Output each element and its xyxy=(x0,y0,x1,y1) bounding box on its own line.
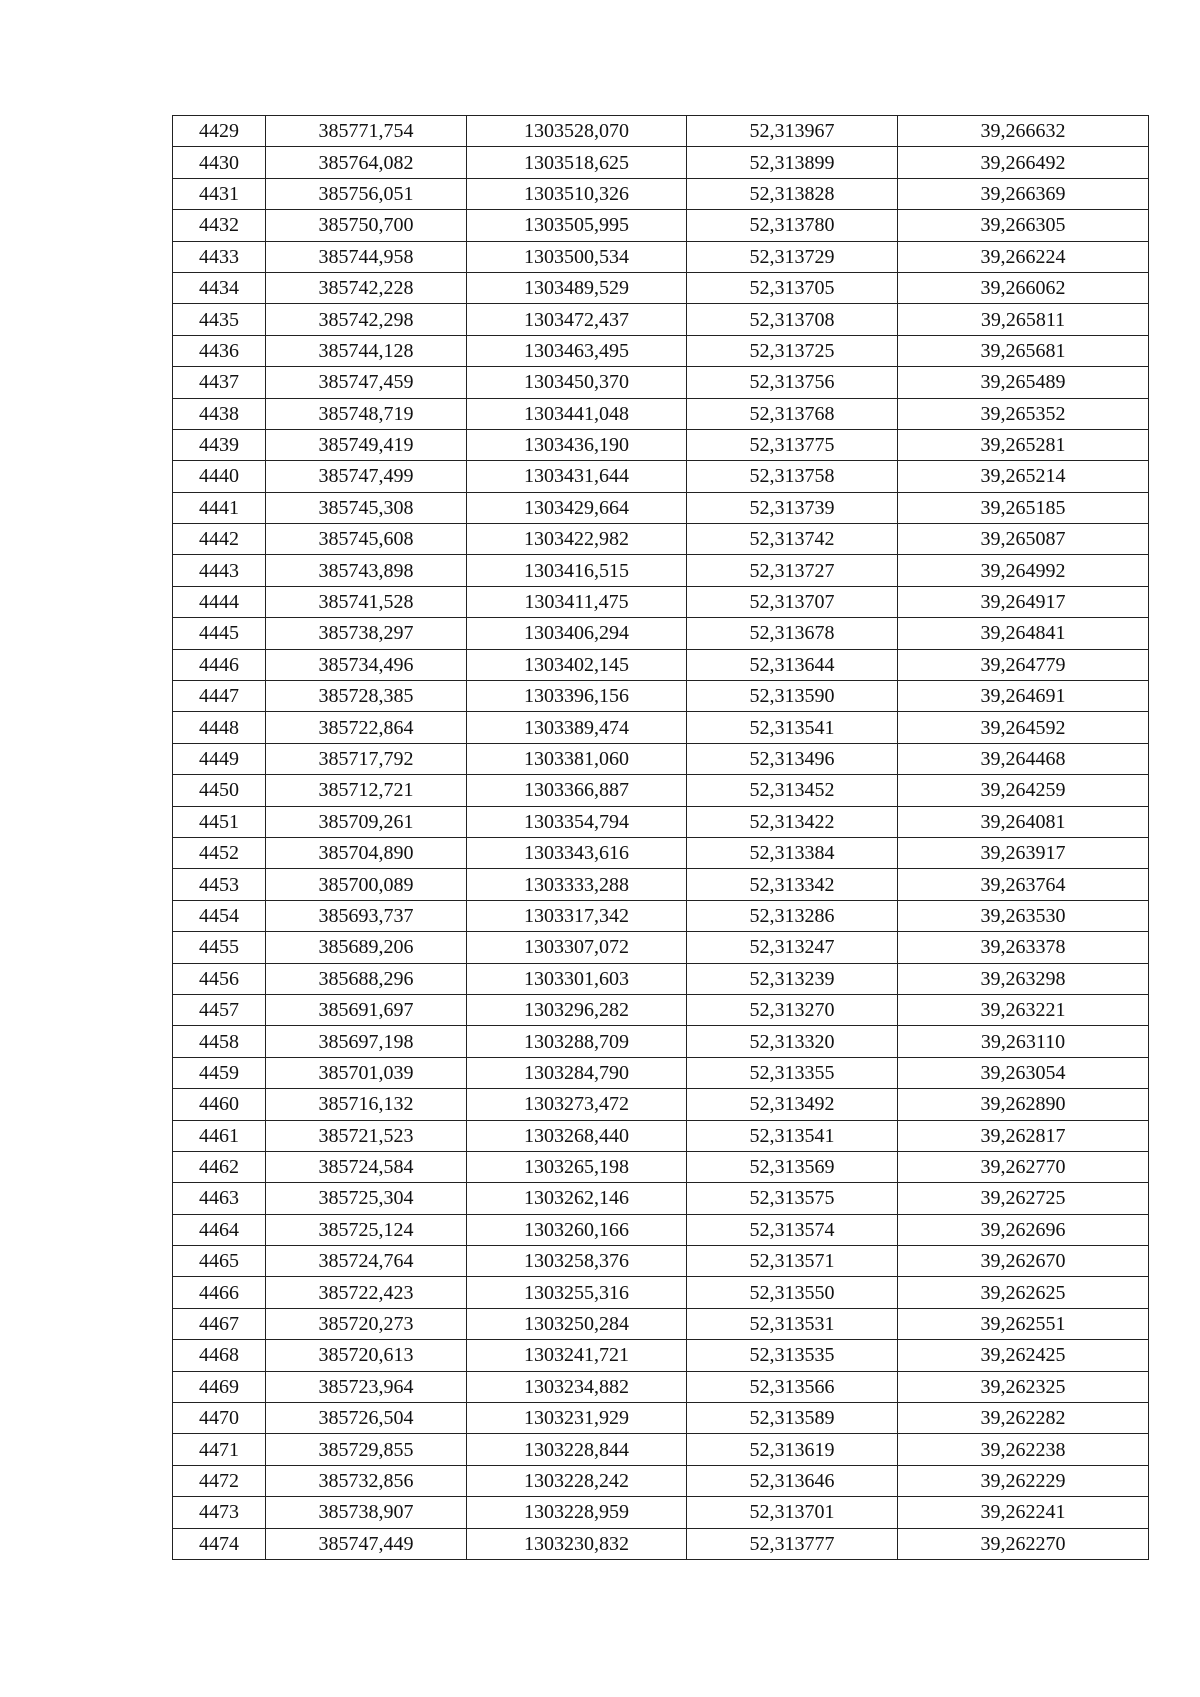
x-coordinate-cell: 385742,298 xyxy=(266,304,467,335)
y-coordinate-cell: 1303441,048 xyxy=(467,398,687,429)
longitude-cell: 39,263221 xyxy=(898,994,1149,1025)
x-coordinate-cell: 385720,273 xyxy=(266,1308,467,1339)
table-row xyxy=(173,1214,1149,1245)
point-number-cell: 4432 xyxy=(173,210,266,241)
point-number-cell: 4430 xyxy=(173,147,266,178)
x-coordinate-cell: 385701,039 xyxy=(266,1057,467,1088)
point-number-cell: 4458 xyxy=(173,1026,266,1057)
longitude-cell: 39,265352 xyxy=(898,398,1149,429)
y-coordinate-cell: 1303301,603 xyxy=(467,963,687,994)
y-coordinate-cell: 1303228,844 xyxy=(467,1434,687,1465)
y-coordinate-cell: 1303396,156 xyxy=(467,681,687,712)
x-coordinate-cell: 385717,792 xyxy=(266,743,467,774)
y-coordinate-cell: 1303500,534 xyxy=(467,241,687,272)
x-coordinate-cell: 385704,890 xyxy=(266,837,467,868)
y-coordinate-cell: 1303528,070 xyxy=(467,116,687,147)
longitude-cell: 39,264592 xyxy=(898,712,1149,743)
latitude-cell: 52,313729 xyxy=(687,241,898,272)
longitude-cell: 39,264917 xyxy=(898,586,1149,617)
table-row xyxy=(173,900,1149,931)
latitude-cell: 52,313742 xyxy=(687,524,898,555)
y-coordinate-cell: 1303402,145 xyxy=(467,649,687,680)
table-row xyxy=(173,932,1149,963)
y-coordinate-cell: 1303333,288 xyxy=(467,869,687,900)
point-number-cell: 4429 xyxy=(173,116,266,147)
table-row xyxy=(173,492,1149,523)
longitude-cell: 39,262238 xyxy=(898,1434,1149,1465)
table-row xyxy=(173,241,1149,272)
longitude-cell: 39,262325 xyxy=(898,1371,1149,1402)
point-number-cell: 4455 xyxy=(173,932,266,963)
y-coordinate-cell: 1303472,437 xyxy=(467,304,687,335)
latitude-cell: 52,313619 xyxy=(687,1434,898,1465)
point-number-cell: 4474 xyxy=(173,1528,266,1559)
y-coordinate-cell: 1303258,376 xyxy=(467,1246,687,1277)
table-row xyxy=(173,1434,1149,1465)
point-number-cell: 4470 xyxy=(173,1403,266,1434)
x-coordinate-cell: 385729,855 xyxy=(266,1434,467,1465)
y-coordinate-cell: 1303411,475 xyxy=(467,586,687,617)
x-coordinate-cell: 385738,297 xyxy=(266,618,467,649)
latitude-cell: 52,313239 xyxy=(687,963,898,994)
x-coordinate-cell: 385741,528 xyxy=(266,586,467,617)
longitude-cell: 39,262270 xyxy=(898,1528,1149,1559)
table-row xyxy=(173,681,1149,712)
table-row xyxy=(173,272,1149,303)
point-number-cell: 4433 xyxy=(173,241,266,272)
table-row xyxy=(173,649,1149,680)
x-coordinate-cell: 385747,459 xyxy=(266,367,467,398)
table-row xyxy=(173,1057,1149,1088)
table-row xyxy=(173,429,1149,460)
longitude-cell: 39,262725 xyxy=(898,1183,1149,1214)
point-number-cell: 4436 xyxy=(173,335,266,366)
latitude-cell: 52,313384 xyxy=(687,837,898,868)
longitude-cell: 39,263378 xyxy=(898,932,1149,963)
x-coordinate-cell: 385750,700 xyxy=(266,210,467,241)
y-coordinate-cell: 1303268,440 xyxy=(467,1120,687,1151)
latitude-cell: 52,313701 xyxy=(687,1497,898,1528)
x-coordinate-cell: 385744,128 xyxy=(266,335,467,366)
x-coordinate-cell: 385700,089 xyxy=(266,869,467,900)
longitude-cell: 39,262241 xyxy=(898,1497,1149,1528)
x-coordinate-cell: 385688,296 xyxy=(266,963,467,994)
table-row xyxy=(173,1371,1149,1402)
x-coordinate-cell: 385721,523 xyxy=(266,1120,467,1151)
longitude-cell: 39,266492 xyxy=(898,147,1149,178)
longitude-cell: 39,264691 xyxy=(898,681,1149,712)
longitude-cell: 39,265281 xyxy=(898,429,1149,460)
table-row xyxy=(173,712,1149,743)
x-coordinate-cell: 385764,082 xyxy=(266,147,467,178)
point-number-cell: 4468 xyxy=(173,1340,266,1371)
longitude-cell: 39,264468 xyxy=(898,743,1149,774)
latitude-cell: 52,313777 xyxy=(687,1528,898,1559)
point-number-cell: 4453 xyxy=(173,869,266,900)
table-row xyxy=(173,1277,1149,1308)
table-row xyxy=(173,743,1149,774)
table-row xyxy=(173,210,1149,241)
point-number-cell: 4440 xyxy=(173,461,266,492)
y-coordinate-cell: 1303416,515 xyxy=(467,555,687,586)
longitude-cell: 39,262425 xyxy=(898,1340,1149,1371)
table-row xyxy=(173,1151,1149,1182)
longitude-cell: 39,262670 xyxy=(898,1246,1149,1277)
y-coordinate-cell: 1303228,959 xyxy=(467,1497,687,1528)
table-row xyxy=(173,1026,1149,1057)
y-coordinate-cell: 1303265,198 xyxy=(467,1151,687,1182)
y-coordinate-cell: 1303241,721 xyxy=(467,1340,687,1371)
table-row xyxy=(173,178,1149,209)
y-coordinate-cell: 1303230,832 xyxy=(467,1528,687,1559)
table-row xyxy=(173,304,1149,335)
y-coordinate-cell: 1303260,166 xyxy=(467,1214,687,1245)
table-row xyxy=(173,1120,1149,1151)
longitude-cell: 39,263298 xyxy=(898,963,1149,994)
longitude-cell: 39,266632 xyxy=(898,116,1149,147)
longitude-cell: 39,265087 xyxy=(898,524,1149,555)
point-number-cell: 4450 xyxy=(173,775,266,806)
longitude-cell: 39,264259 xyxy=(898,775,1149,806)
longitude-cell: 39,265681 xyxy=(898,335,1149,366)
y-coordinate-cell: 1303518,625 xyxy=(467,147,687,178)
point-number-cell: 4438 xyxy=(173,398,266,429)
table-row xyxy=(173,963,1149,994)
longitude-cell: 39,263530 xyxy=(898,900,1149,931)
latitude-cell: 52,313492 xyxy=(687,1089,898,1120)
table-row xyxy=(173,869,1149,900)
table-row xyxy=(173,1308,1149,1339)
latitude-cell: 52,313705 xyxy=(687,272,898,303)
x-coordinate-cell: 385732,856 xyxy=(266,1465,467,1496)
point-number-cell: 4448 xyxy=(173,712,266,743)
latitude-cell: 52,313646 xyxy=(687,1465,898,1496)
table-row xyxy=(173,1340,1149,1371)
longitude-cell: 39,266224 xyxy=(898,241,1149,272)
latitude-cell: 52,313725 xyxy=(687,335,898,366)
longitude-cell: 39,264779 xyxy=(898,649,1149,680)
point-number-cell: 4431 xyxy=(173,178,266,209)
y-coordinate-cell: 1303429,664 xyxy=(467,492,687,523)
y-coordinate-cell: 1303431,644 xyxy=(467,461,687,492)
latitude-cell: 52,313496 xyxy=(687,743,898,774)
point-number-cell: 4471 xyxy=(173,1434,266,1465)
x-coordinate-cell: 385725,124 xyxy=(266,1214,467,1245)
x-coordinate-cell: 385756,051 xyxy=(266,178,467,209)
table-row xyxy=(173,398,1149,429)
latitude-cell: 52,313899 xyxy=(687,147,898,178)
x-coordinate-cell: 385722,864 xyxy=(266,712,467,743)
latitude-cell: 52,313355 xyxy=(687,1057,898,1088)
longitude-cell: 39,262770 xyxy=(898,1151,1149,1182)
coordinates-table-body xyxy=(173,116,1149,1560)
longitude-cell: 39,265489 xyxy=(898,367,1149,398)
longitude-cell: 39,262551 xyxy=(898,1308,1149,1339)
y-coordinate-cell: 1303450,370 xyxy=(467,367,687,398)
point-number-cell: 4467 xyxy=(173,1308,266,1339)
coordinates-table xyxy=(172,115,1149,1560)
latitude-cell: 52,313967 xyxy=(687,116,898,147)
y-coordinate-cell: 1303406,294 xyxy=(467,618,687,649)
longitude-cell: 39,263917 xyxy=(898,837,1149,868)
y-coordinate-cell: 1303505,995 xyxy=(467,210,687,241)
point-number-cell: 4441 xyxy=(173,492,266,523)
latitude-cell: 52,313286 xyxy=(687,900,898,931)
latitude-cell: 52,313727 xyxy=(687,555,898,586)
latitude-cell: 52,313247 xyxy=(687,932,898,963)
table-row xyxy=(173,837,1149,868)
point-number-cell: 4472 xyxy=(173,1465,266,1496)
point-number-cell: 4473 xyxy=(173,1497,266,1528)
x-coordinate-cell: 385709,261 xyxy=(266,806,467,837)
x-coordinate-cell: 385724,764 xyxy=(266,1246,467,1277)
y-coordinate-cell: 1303463,495 xyxy=(467,335,687,366)
x-coordinate-cell: 385720,613 xyxy=(266,1340,467,1371)
y-coordinate-cell: 1303343,616 xyxy=(467,837,687,868)
point-number-cell: 4451 xyxy=(173,806,266,837)
point-number-cell: 4446 xyxy=(173,649,266,680)
point-number-cell: 4469 xyxy=(173,1371,266,1402)
x-coordinate-cell: 385728,385 xyxy=(266,681,467,712)
table-row xyxy=(173,524,1149,555)
x-coordinate-cell: 385745,308 xyxy=(266,492,467,523)
longitude-cell: 39,263054 xyxy=(898,1057,1149,1088)
latitude-cell: 52,313541 xyxy=(687,1120,898,1151)
table-row xyxy=(173,116,1149,147)
latitude-cell: 52,313756 xyxy=(687,367,898,398)
latitude-cell: 52,313739 xyxy=(687,492,898,523)
x-coordinate-cell: 385738,907 xyxy=(266,1497,467,1528)
point-number-cell: 4435 xyxy=(173,304,266,335)
longitude-cell: 39,262696 xyxy=(898,1214,1149,1245)
x-coordinate-cell: 385722,423 xyxy=(266,1277,467,1308)
y-coordinate-cell: 1303307,072 xyxy=(467,932,687,963)
x-coordinate-cell: 385745,608 xyxy=(266,524,467,555)
latitude-cell: 52,313589 xyxy=(687,1403,898,1434)
longitude-cell: 39,262890 xyxy=(898,1089,1149,1120)
longitude-cell: 39,265214 xyxy=(898,461,1149,492)
latitude-cell: 52,313566 xyxy=(687,1371,898,1402)
x-coordinate-cell: 385742,228 xyxy=(266,272,467,303)
point-number-cell: 4456 xyxy=(173,963,266,994)
point-number-cell: 4452 xyxy=(173,837,266,868)
table-row xyxy=(173,1089,1149,1120)
y-coordinate-cell: 1303436,190 xyxy=(467,429,687,460)
latitude-cell: 52,313531 xyxy=(687,1308,898,1339)
y-coordinate-cell: 1303250,284 xyxy=(467,1308,687,1339)
point-number-cell: 4460 xyxy=(173,1089,266,1120)
point-number-cell: 4442 xyxy=(173,524,266,555)
y-coordinate-cell: 1303262,146 xyxy=(467,1183,687,1214)
longitude-cell: 39,262282 xyxy=(898,1403,1149,1434)
x-coordinate-cell: 385691,697 xyxy=(266,994,467,1025)
longitude-cell: 39,264081 xyxy=(898,806,1149,837)
table-row xyxy=(173,367,1149,398)
y-coordinate-cell: 1303389,474 xyxy=(467,712,687,743)
x-coordinate-cell: 385725,304 xyxy=(266,1183,467,1214)
point-number-cell: 4444 xyxy=(173,586,266,617)
latitude-cell: 52,313452 xyxy=(687,775,898,806)
x-coordinate-cell: 385749,419 xyxy=(266,429,467,460)
y-coordinate-cell: 1303510,326 xyxy=(467,178,687,209)
longitude-cell: 39,262625 xyxy=(898,1277,1149,1308)
y-coordinate-cell: 1303284,790 xyxy=(467,1057,687,1088)
latitude-cell: 52,313644 xyxy=(687,649,898,680)
table-row xyxy=(173,461,1149,492)
point-number-cell: 4457 xyxy=(173,994,266,1025)
latitude-cell: 52,313422 xyxy=(687,806,898,837)
latitude-cell: 52,313828 xyxy=(687,178,898,209)
y-coordinate-cell: 1303288,709 xyxy=(467,1026,687,1057)
x-coordinate-cell: 385697,198 xyxy=(266,1026,467,1057)
table-row xyxy=(173,147,1149,178)
y-coordinate-cell: 1303255,316 xyxy=(467,1277,687,1308)
latitude-cell: 52,313758 xyxy=(687,461,898,492)
longitude-cell: 39,264992 xyxy=(898,555,1149,586)
point-number-cell: 4454 xyxy=(173,900,266,931)
point-number-cell: 4465 xyxy=(173,1246,266,1277)
x-coordinate-cell: 385689,206 xyxy=(266,932,467,963)
y-coordinate-cell: 1303273,472 xyxy=(467,1089,687,1120)
table-row xyxy=(173,1183,1149,1214)
table-row xyxy=(173,1246,1149,1277)
latitude-cell: 52,313270 xyxy=(687,994,898,1025)
x-coordinate-cell: 385748,719 xyxy=(266,398,467,429)
table-row xyxy=(173,555,1149,586)
longitude-cell: 39,266369 xyxy=(898,178,1149,209)
y-coordinate-cell: 1303234,882 xyxy=(467,1371,687,1402)
x-coordinate-cell: 385723,964 xyxy=(266,1371,467,1402)
latitude-cell: 52,313569 xyxy=(687,1151,898,1182)
longitude-cell: 39,263764 xyxy=(898,869,1149,900)
point-number-cell: 4447 xyxy=(173,681,266,712)
latitude-cell: 52,313535 xyxy=(687,1340,898,1371)
longitude-cell: 39,266305 xyxy=(898,210,1149,241)
longitude-cell: 39,265811 xyxy=(898,304,1149,335)
y-coordinate-cell: 1303231,929 xyxy=(467,1403,687,1434)
point-number-cell: 4437 xyxy=(173,367,266,398)
x-coordinate-cell: 385744,958 xyxy=(266,241,467,272)
x-coordinate-cell: 385743,898 xyxy=(266,555,467,586)
point-number-cell: 4459 xyxy=(173,1057,266,1088)
point-number-cell: 4443 xyxy=(173,555,266,586)
longitude-cell: 39,262817 xyxy=(898,1120,1149,1151)
point-number-cell: 4439 xyxy=(173,429,266,460)
point-number-cell: 4462 xyxy=(173,1151,266,1182)
table-row xyxy=(173,1528,1149,1559)
x-coordinate-cell: 385726,504 xyxy=(266,1403,467,1434)
y-coordinate-cell: 1303489,529 xyxy=(467,272,687,303)
latitude-cell: 52,313768 xyxy=(687,398,898,429)
y-coordinate-cell: 1303317,342 xyxy=(467,900,687,931)
y-coordinate-cell: 1303296,282 xyxy=(467,994,687,1025)
table-row xyxy=(173,335,1149,366)
y-coordinate-cell: 1303422,982 xyxy=(467,524,687,555)
latitude-cell: 52,313342 xyxy=(687,869,898,900)
latitude-cell: 52,313780 xyxy=(687,210,898,241)
longitude-cell: 39,265185 xyxy=(898,492,1149,523)
x-coordinate-cell: 385747,499 xyxy=(266,461,467,492)
point-number-cell: 4463 xyxy=(173,1183,266,1214)
table-row xyxy=(173,1497,1149,1528)
point-number-cell: 4461 xyxy=(173,1120,266,1151)
table-row xyxy=(173,775,1149,806)
latitude-cell: 52,313320 xyxy=(687,1026,898,1057)
point-number-cell: 4449 xyxy=(173,743,266,774)
longitude-cell: 39,266062 xyxy=(898,272,1149,303)
latitude-cell: 52,313708 xyxy=(687,304,898,335)
point-number-cell: 4445 xyxy=(173,618,266,649)
latitude-cell: 52,313541 xyxy=(687,712,898,743)
x-coordinate-cell: 385724,584 xyxy=(266,1151,467,1182)
y-coordinate-cell: 1303381,060 xyxy=(467,743,687,774)
latitude-cell: 52,313574 xyxy=(687,1214,898,1245)
latitude-cell: 52,313575 xyxy=(687,1183,898,1214)
table-row xyxy=(173,586,1149,617)
table-row xyxy=(173,618,1149,649)
table-row xyxy=(173,1403,1149,1434)
latitude-cell: 52,313707 xyxy=(687,586,898,617)
latitude-cell: 52,313571 xyxy=(687,1246,898,1277)
x-coordinate-cell: 385771,754 xyxy=(266,116,467,147)
longitude-cell: 39,262229 xyxy=(898,1465,1149,1496)
x-coordinate-cell: 385734,496 xyxy=(266,649,467,680)
x-coordinate-cell: 385747,449 xyxy=(266,1528,467,1559)
table-row xyxy=(173,994,1149,1025)
longitude-cell: 39,264841 xyxy=(898,618,1149,649)
point-number-cell: 4434 xyxy=(173,272,266,303)
x-coordinate-cell: 385693,737 xyxy=(266,900,467,931)
table-row xyxy=(173,1465,1149,1496)
latitude-cell: 52,313775 xyxy=(687,429,898,460)
y-coordinate-cell: 1303228,242 xyxy=(467,1465,687,1496)
x-coordinate-cell: 385712,721 xyxy=(266,775,467,806)
point-number-cell: 4466 xyxy=(173,1277,266,1308)
latitude-cell: 52,313550 xyxy=(687,1277,898,1308)
latitude-cell: 52,313590 xyxy=(687,681,898,712)
latitude-cell: 52,313678 xyxy=(687,618,898,649)
y-coordinate-cell: 1303366,887 xyxy=(467,775,687,806)
y-coordinate-cell: 1303354,794 xyxy=(467,806,687,837)
x-coordinate-cell: 385716,132 xyxy=(266,1089,467,1120)
point-number-cell: 4464 xyxy=(173,1214,266,1245)
table-row xyxy=(173,806,1149,837)
longitude-cell: 39,263110 xyxy=(898,1026,1149,1057)
